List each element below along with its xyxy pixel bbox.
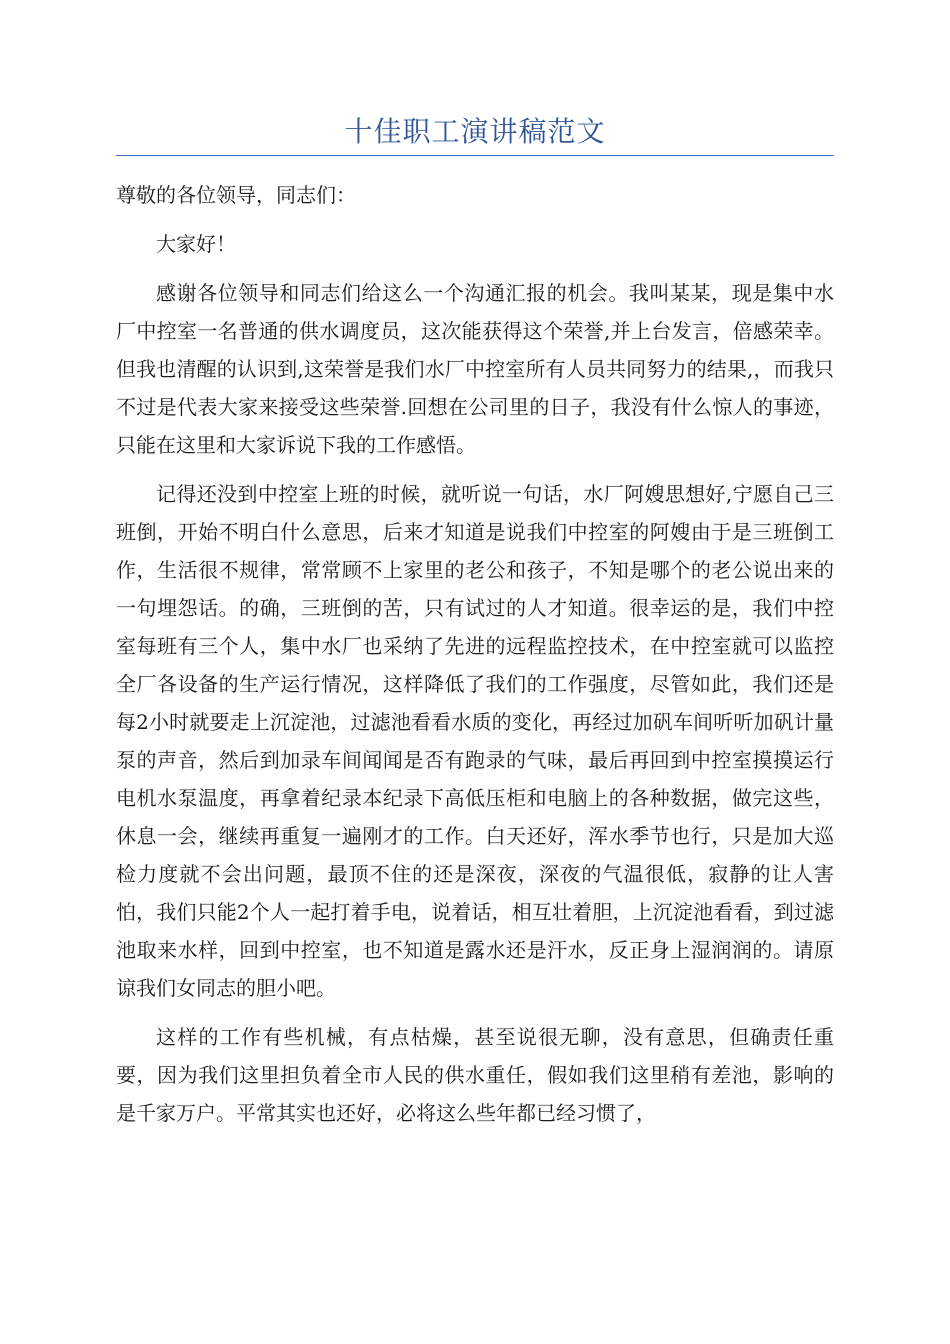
paragraph-greeting: 大家好！ <box>156 232 236 256</box>
title-underline <box>116 155 834 156</box>
salutation: 尊敬的各位领导，同志们： <box>116 183 356 207</box>
paragraph-responsibility: 这样的工作有些机械，有点枯燥，甚至说很无聊，没有意思，但确责任重要，因为我们这里担负着全市人民的供水重任，假如我们这里稍有差池，影响的是千家万户。平常其实也还好，必将这么些年都已经习惯了， <box>116 1025 834 1125</box>
document-title: 十佳职工演讲稿范文 <box>344 115 606 148</box>
paragraph-shift-work: 记得还没到中控室上班的时候，就听说一句话，水厂阿嫂思想好,宁愿自己三班倒，开始不明白什么意思，后来才知道是说我们中控室的阿嫂由于是三班倒工作，生活很不规律，常常顾不上家里的老公和孩子，不知是哪个的老公说出来的一句埋怨话。的确，三班倒的苦，只有试过的人才知道。很幸运的是，我们中控室每班有三个人，集中水厂也采纳了先进的远程监控技术，在中控室就可以监控全厂各设备的生产运行情况，这样降低了我们的工作强度，尽管如此，我们还是每2小时就要走上沉淀池，过滤池看看水质的变化，再经过加矾车间听听加矾计量泵的声音，然后到加录车间闻闻是否有跑录的气味，最后再回到中控室摸摸运行电机水泵温度，再拿着纪录本纪录下高低压柜和电脑上的各种数据，做完这些，休息一会，继续再重复一遍刚才的工作。白天还好，浑水季节也行，只是加大巡检力度就不会出问题，最顶不住的还是深夜，深夜的气温很低，寂静的让人害怕，我们只能2个人一起打着手电，说着话，相互壮着胆，上沉淀池看看，到过滤池取来水样，回到中控室，也不知道是露水还是汗水，反正身上湿润润的。请原谅我们女同志的胆小吧。 <box>116 482 834 1000</box>
paragraph-thanks: 感谢各位领导和同志们给这么一个沟通汇报的机会。我叫某某，现是集中水厂中控室一名普通的供水调度员，这次能获得这个荣誉,并上台发言，倍感荣幸。但我也清醒的认识到,这荣誉是我们水厂中控室所有人员共同努力的结果,，而我只不过是代表大家来接受这些荣誉.回想在公司里的日子，我没有什么惊人的事迹，只能在这里和大家诉说下我的工作感悟。 <box>116 281 834 457</box>
document-body <box>116 176 834 1143</box>
